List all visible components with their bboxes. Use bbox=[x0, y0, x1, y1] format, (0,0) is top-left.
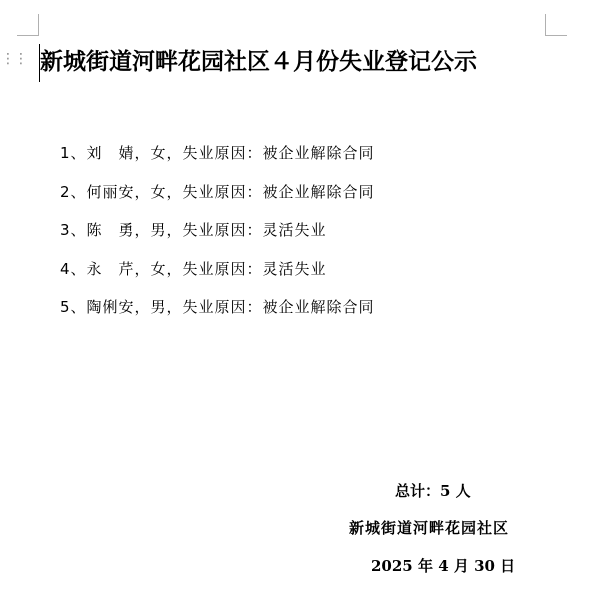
total-count[interactable]: 总计：5 人 bbox=[395, 482, 471, 500]
document-title[interactable]: 新城街道河畔花园社区４月份失业登记公示 bbox=[40, 48, 477, 75]
list-item[interactable]: 3、陈 勇，男，失业原因：灵活失业 bbox=[60, 221, 327, 239]
list-item[interactable]: 5、陶俐安，男，失业原因：被企业解除合同 bbox=[60, 298, 375, 316]
list-item[interactable]: 1、刘 婧，女，失业原因：被企业解除合同 bbox=[60, 144, 375, 162]
list-item[interactable]: 4、永 芹，女，失业原因：灵活失业 bbox=[60, 259, 327, 278]
document-date[interactable]: 2025 年 4 月 30 日 bbox=[371, 557, 516, 575]
list-item[interactable]: 2、何丽安，女，失业原因：被企业解除合同 bbox=[60, 182, 375, 201]
crop-mark-top-left bbox=[17, 14, 39, 36]
organization-name[interactable]: 新城街道河畔花园社区 bbox=[349, 519, 510, 537]
entry-list bbox=[60, 134, 375, 327]
drag-handle-icon[interactable]: ⋮⋮ bbox=[1, 51, 27, 67]
crop-mark-top-right bbox=[545, 14, 567, 36]
